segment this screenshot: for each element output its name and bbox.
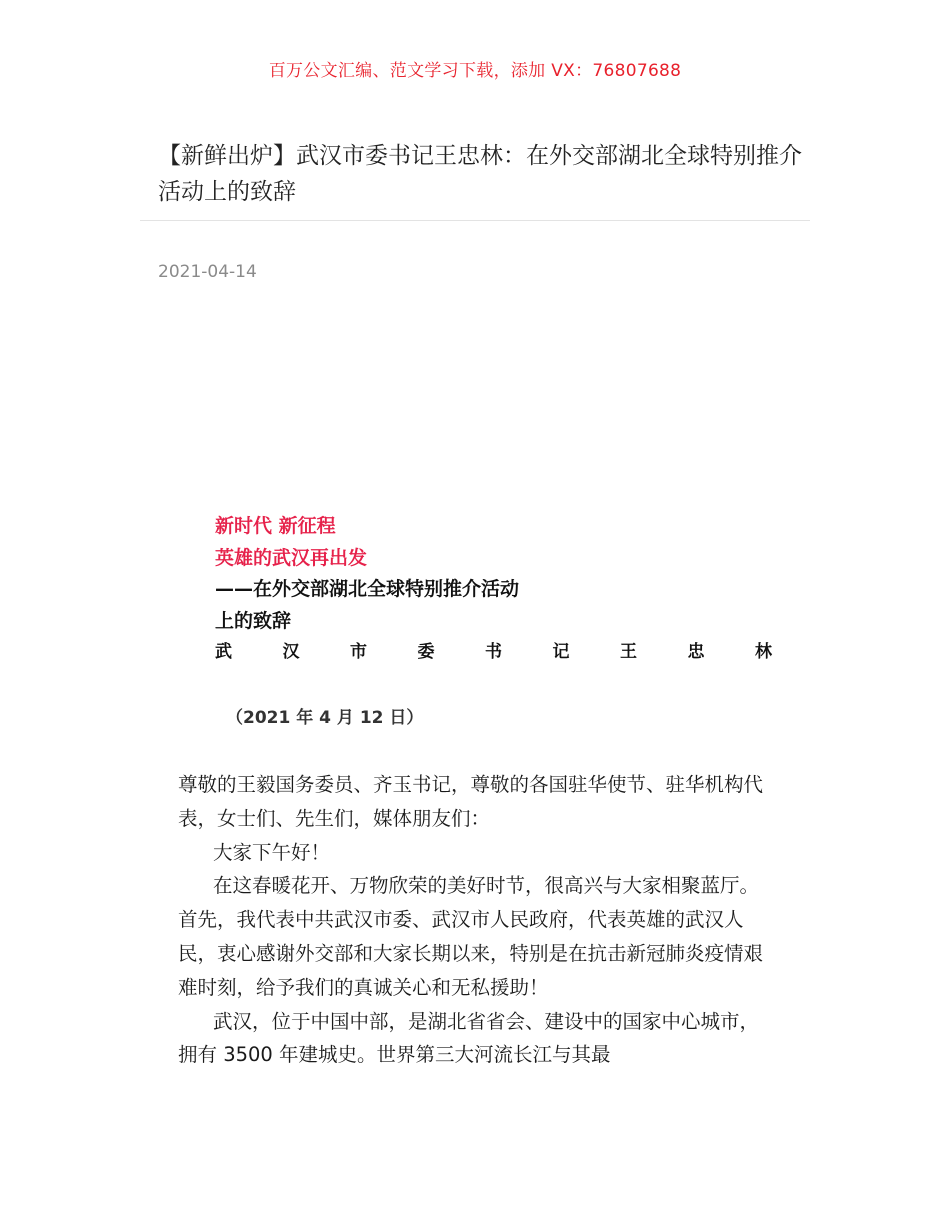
author-line <box>215 637 772 668</box>
promo-banner: 百万公文汇编、范文学习下载，添加 VX：76807688 <box>268 61 682 81</box>
author-char: 武 <box>215 642 232 662</box>
author-char: 市 <box>350 642 367 662</box>
heading-subtitle-1: ——在外交部湖北全球特别推介活动 <box>215 578 520 600</box>
author-char: 林 <box>755 642 772 662</box>
speech-date: （2021 年 4 月 12 日） <box>226 708 424 728</box>
author-char: 书 <box>485 642 502 662</box>
author-char: 忠 <box>687 642 705 662</box>
greeting-paragraph: 大家下午好！ <box>213 840 331 864</box>
article-title: 【新鲜出炉】武汉市委书记王忠林：在外交部湖北全球特别推介活动上的致辞 <box>158 143 802 205</box>
author-char: 委 <box>417 642 435 662</box>
heading-subtitle-2: 上的致辞 <box>215 609 292 632</box>
author-char: 汉 <box>282 642 300 662</box>
salutation-paragraph: 尊敬的王毅国务委员、齐玉书记，尊敬的各国驻华使节、驻华机构代表，女士们、先生们，媒体朋友们： <box>178 773 764 830</box>
author-char: 记 <box>552 642 570 662</box>
body-paragraph-1: 在这春暖花开、万物欣荣的美好时节，很高兴与大家相聚蓝厅。首先，我代表中共武汉市委、武汉市人民政府，代表英雄的武汉人民，衷心感谢外交部和大家长期以来，特别是在抗击新冠肺炎疫情艰难时刻，给予我们的真诚关心和无私援助！ <box>178 874 764 999</box>
heading-line-1: 新时代 新征程 <box>215 515 336 537</box>
author-char: 王 <box>620 642 637 662</box>
speech-heading <box>215 511 775 668</box>
publish-date: 2021-04-14 <box>158 262 257 282</box>
body-paragraph-2: 武汉，位于中国中部，是湖北省省会、建设中的国家中心城市，拥有 3500 年建城史。世界第三大河流长江与其最 <box>178 1009 760 1067</box>
heading-line-2: 英雄的武汉再出发 <box>215 546 368 569</box>
speech-body <box>178 768 763 1072</box>
title-divider <box>140 220 810 221</box>
